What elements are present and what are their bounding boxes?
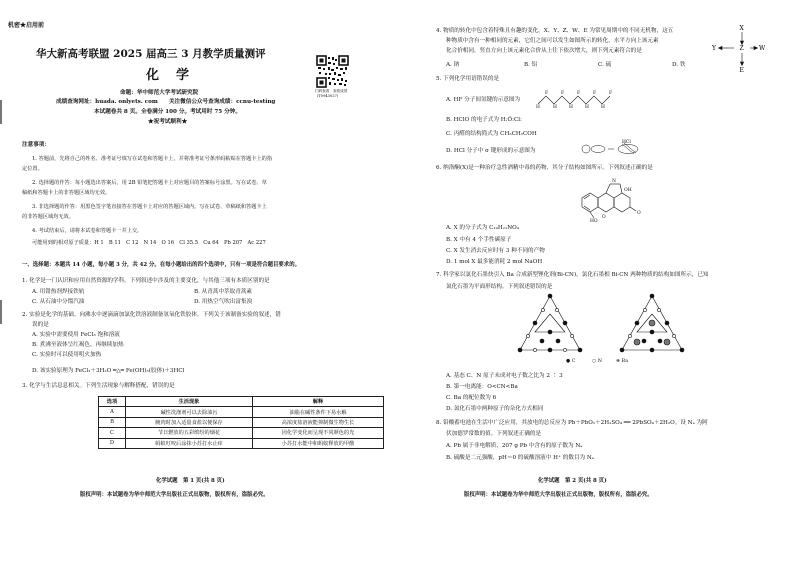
question-4-stem: 4. 物质的转化中包含着特殊且有趣的变化。X、Y、Z、W、E 为常见周期中的不同无机物，这五 — [436, 28, 674, 34]
question-4-option-d: D. 铁 — [672, 62, 686, 68]
atom-label-oh: OH — [624, 188, 632, 193]
table-cell: 腌肉时加入适量食盐以便保存 — [126, 417, 253, 427]
table-header: 生活现象 — [126, 397, 253, 407]
svg-text:F: F — [593, 91, 597, 96]
table-row — [99, 438, 384, 448]
question-4-stem-cont: 化合价相同，竖直方向上该元素化合价从上往下依次增大，则下列元素符合的是 — [446, 48, 642, 54]
question-3-table — [98, 396, 384, 449]
subject-title: 化 学 — [146, 68, 192, 83]
table-cell: B — [99, 417, 126, 427]
question-4-option-b: B. 铝 — [524, 62, 538, 68]
qr-caption: 扫码查看 查看成绩 — [315, 89, 348, 93]
note-line: 的非答题区域均无效。 — [22, 214, 74, 220]
legend-carbon: ● C — [566, 359, 576, 364]
table-header: 解释 — [253, 397, 384, 407]
section-1-heading: 一、选择题：本题共 14 小题，每小题 3 分，共 42 分。在每小题给出的四个选项中，只有一项是符合题目要求的。 — [22, 262, 300, 268]
svg-text:H: H — [536, 105, 540, 110]
carbon-nitride-structures — [506, 292, 718, 364]
note-line: 定位置。 — [22, 166, 43, 172]
diagram-node-y: Y — [712, 45, 716, 52]
question-1-option-a: A. 用钳热剂焊接铁轨 — [32, 289, 85, 295]
diagram-node-x: X — [739, 25, 744, 32]
question-6-option-a: A. X 的分子式为 C₁₉H₂₁NO₄ — [446, 225, 519, 231]
svg-text:H: H — [601, 105, 605, 110]
question-8-stem: 8. 铅酸蓄电池在生活中广泛应用，其放电的总反应为 Pb＋PbO₂＋2H₂SO₄ ══ 2PbSO₄＋2H₂O。设 Nₐ 为阿 — [436, 420, 708, 426]
page-number-footer: 化学试题 第 2 页(共 8 页) — [538, 478, 607, 484]
good-luck-line: ★祝考试顺利★ — [148, 119, 188, 125]
question-5-option-a: A. HF 分子间氢键的示意图为 — [446, 97, 521, 103]
question-4-option-a: A. 钠 — [446, 62, 460, 68]
note-line: 1. 答题前，先将自己的姓名、准考证号填写在试卷和答题卡上，并将准考证号条形码粘贴在答题卡上的指 — [32, 156, 273, 162]
question-1-option-b: B. 从青蒿中萃取青蒿素 — [194, 289, 253, 295]
qr-code-id: (T0943027) — [317, 94, 339, 98]
table-cell: D — [99, 438, 126, 448]
question-7-stem-cont: 氮化石墨为平面形结构。下列叙述错误的是 — [446, 284, 553, 290]
right-page — [420, 0, 800, 566]
note-line: 稿纸和答题卡上的非答题区域均无效。 — [22, 190, 111, 196]
question-1-option-d: D. 用热空气吹出富集溴 — [194, 299, 253, 305]
qr-code — [316, 55, 349, 88]
question-5-stem: 5. 下列化学用语错误的是 — [436, 76, 500, 82]
atomic-mass-line: 可能用到的相对原子质量：H 1 B 11 C 12 N 14 O 16 Cl 35.5 Cu 64 Pb 207 Ac 227 — [32, 240, 266, 246]
legend-barium: ⊛ Ba — [616, 359, 628, 364]
svg-text:H: H — [569, 105, 573, 110]
atom-label-o: O — [602, 215, 606, 220]
question-8-option-b: B. 硫酸是二元强酸，pH＝0 的硫酸溶液中 H⁺ 的数目为 Nₐ — [446, 455, 594, 461]
diagram-node-z: Z — [739, 45, 744, 52]
question-7-option-c: C. Ba 的配位数为 6 — [446, 395, 497, 401]
diagram-node-w: W — [759, 45, 766, 52]
question-1-option-c: C. 从石油中分馏汽油 — [32, 299, 85, 305]
question-5-option-b: B. HClO 的电子式为 H:Ö:Cl: — [446, 117, 522, 123]
question-7-option-a: A. 基态 C、N 原子未成对电子数之比为 2 ∶ 3 — [446, 373, 563, 379]
table-cell: 节日燃放的五彩缤纷的烟花 — [126, 428, 253, 438]
table-header-row — [99, 397, 384, 407]
table-row — [99, 428, 384, 438]
table-cell: A — [99, 407, 126, 417]
question-6-option-d: D. 1 mol X 最多能消耗 2 mol NaOH — [446, 259, 543, 265]
table-cell: 小苏打水能中和蚂蚁释放的甲酸 — [253, 438, 384, 448]
note-line: 2. 选择题的作答：每小题选出答案后，用 2B 铅笔把答题卡上对应题目的答案标号涂黑。写在试卷、草 — [32, 180, 267, 186]
svg-text:F: F — [577, 91, 581, 96]
question-2-option-b: B. 煮沸至液体呈红褐色，再继续加热 — [32, 342, 124, 348]
svg-text:H: H — [553, 105, 557, 110]
question-2-stem: 2. 实验是化学的基础。向沸水中逐滴滴加氯化铁溶液制备氢氧化铁胶体。下列关于该制备实验的叙述，错 — [22, 312, 281, 318]
question-2-option-c: C. 实验时可以使用明火加热 — [32, 352, 102, 358]
confidential-label: 机密★启用前 — [8, 22, 45, 29]
hf-hydrogen-bond-diagram — [532, 86, 632, 112]
question-6-stem: 6. 纳洛酮(X)是一种治疗急性酒精中毒的药物，其分子结构如图所示。下列叙述正确的是 — [436, 165, 653, 171]
atom-label-n: N — [612, 179, 616, 184]
svg-text:F: F — [561, 91, 565, 96]
table-header: 选项 — [99, 397, 126, 407]
table-cell: 蚂蚁叮咬后涂抹小苏打水止痒 — [126, 438, 253, 448]
table-cell: 因化学变化而呈现不同颜色的光 — [253, 428, 384, 438]
conversion-diagram — [704, 22, 766, 78]
table-cell: 油脂在碱性条件下易水解 — [253, 407, 384, 417]
question-8-option-a: A. Pb 属于非电解质，207 g Pb 中含有的原子数为 Nₐ — [446, 443, 583, 449]
hcl-label: HCl — [622, 140, 631, 145]
notes-heading: 注意事项： — [22, 142, 50, 148]
question-7-stem: 7. 科学家以氯化石墨炔引入 Ba 合成新型锂化剂(Bi-CN)，氯化石墨相 Bi-CN 两种物质的结构如图所示，已知 — [436, 272, 709, 278]
table-cell: 碱性洗涤剂可以去除油污 — [126, 407, 253, 417]
question-7-option-d: D. 氮化石墨中两种原子的杂化方式相同 — [446, 406, 544, 412]
svg-text:H: H — [585, 105, 589, 110]
question-5-option-d: D. HCl 分子中 σ 键形成的示意图为 — [446, 148, 536, 154]
exam-title: 华大新高考联盟 2025 届高三 3 月教学质量测评 — [36, 48, 266, 60]
question-2-option-d: D. 该实验原理为 FeCl₃＋3H₂O ═△═ Fe(OH)₃(胶体)＋3HCl — [32, 368, 185, 374]
diagram-node-e: E — [739, 67, 744, 74]
table-row — [99, 417, 384, 427]
question-6-option-b: B. X 中有 4 个手性碳原子 — [446, 237, 512, 243]
note-line: 4. 考试结束后，请将本试卷和答题卡一并上交。 — [32, 228, 143, 234]
table-cell: C — [99, 428, 126, 438]
question-2-stem-cont: 误的是 — [32, 322, 49, 328]
legend-nitrogen: ○ N — [592, 359, 602, 364]
question-4-option-c: C. 硫 — [598, 62, 612, 68]
copyright-notice: 版权声明：本试题卷为华中师范大学出版社正式出版物，版权所有，盗版必究。 — [80, 492, 269, 498]
question-5-option-c: C. 丙醛的结构简式为 CH₃CH₂COH — [446, 131, 537, 137]
question-7-option-b: B. 第一电离能：O<CN<Ba — [446, 384, 518, 390]
exam-info: 本试题卷共 8 页。全卷满分 100 分。考试用时 75 分钟。 — [94, 109, 241, 115]
note-line: 3. 非选择题的作答：用黑色签字笔直接答在答题卡上对应的答题区域内。写在试卷、草稿纸和答题卡上 — [32, 204, 267, 210]
question-3-stem: 3. 化学与生活息息相关。下列生活现象与解释搭配，错误的是 — [22, 383, 175, 389]
question-1-stem: 1. 化学是一门认识和应用自然资源的学科。下列叙述中涉及的主要变化，与其他三项有本质区别的是 — [22, 278, 270, 284]
table-row — [99, 407, 384, 417]
binding-edge-mark — [0, 300, 2, 324]
table-cell: 高浓度盐溶液能抑制微生物生长 — [253, 417, 384, 427]
question-8-stem-cont: 伏加德罗常数的值。下列叙述正确的是 — [446, 431, 542, 437]
atom-label-o: O — [637, 211, 641, 216]
naloxone-structure — [568, 176, 648, 224]
svg-text:F: F — [545, 91, 549, 96]
score-query-line: 成绩查询网址：huada. onlyets. com 关注微信公众号查询成绩：ccnu-testing — [56, 99, 276, 105]
page-number-footer: 化学试题 第 1 页(共 8 页) — [156, 478, 225, 484]
proposer-line: 命题：华中师范大学考试研究院 — [120, 90, 199, 96]
question-4-stem-cont: 种物质中含有一种相同的元素，它们之间可以发生如图所示的转化，水平方向上该元素 — [446, 38, 659, 44]
atom-label-ho: HO — [590, 219, 598, 224]
question-2-option-a: A. 实验中需要使用 FeCl₃ 饱和溶液 — [32, 332, 120, 338]
copyright-notice: 版权声明：本试题卷为华中师范大学出版社正式出版物，版权所有，盗版必究。 — [464, 492, 653, 498]
question-6-option-c: C. X 发生消去反应时有 3 种不同的产物 — [446, 248, 545, 254]
binding-edge-mark — [0, 100, 2, 124]
svg-text:F: F — [609, 91, 613, 96]
hcl-sigma-bond-diagram — [578, 138, 648, 160]
